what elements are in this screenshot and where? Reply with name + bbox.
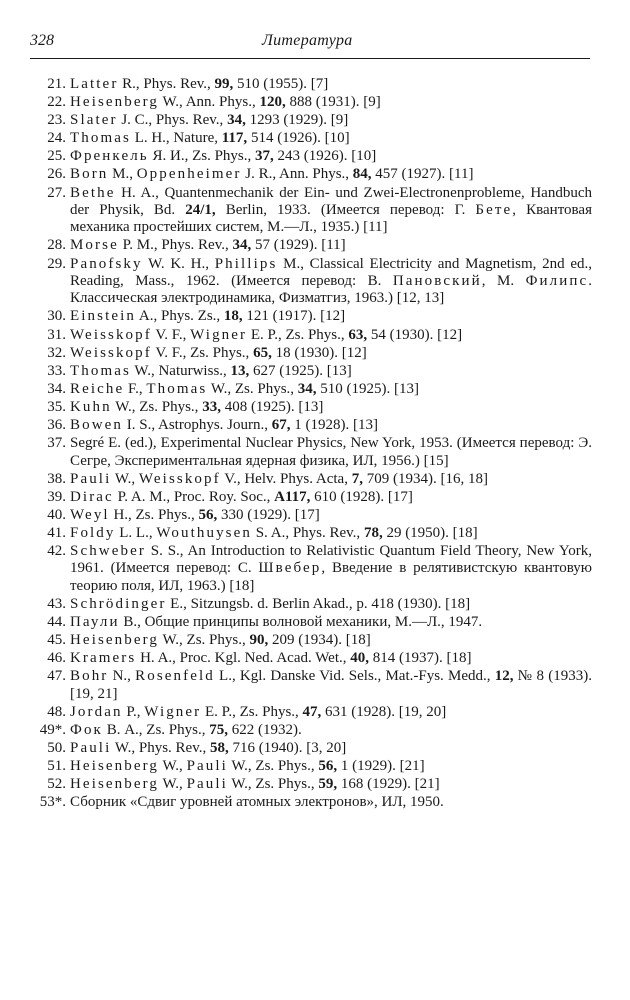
- reference-number: 40.: [47, 506, 66, 523]
- reference-item: [30, 417, 592, 434]
- reference-text: [66, 345, 592, 362]
- reference-text: [66, 722, 592, 739]
- reference-segment: W.,: [159, 776, 187, 793]
- reference-number: 39.: [47, 488, 66, 505]
- reference-segment: 627 (1925). [13]: [249, 362, 352, 379]
- author-name: Bohr: [70, 668, 109, 685]
- reference-segment: W., Zs. Phys.,: [111, 398, 203, 415]
- reference-text: [66, 185, 592, 237]
- reference-number: 50.: [47, 739, 66, 756]
- reference-item: [30, 399, 592, 416]
- reference-number: 49*.: [39, 721, 66, 738]
- reference-segment: W., Zs. Phys.,: [159, 632, 250, 649]
- page-number: 328: [30, 32, 54, 49]
- reference-number: 32.: [47, 344, 66, 361]
- reference-text: [66, 308, 592, 325]
- reference-number: 43.: [47, 595, 66, 612]
- reference-number: 38.: [47, 470, 66, 487]
- volume-number: 120,: [259, 94, 286, 111]
- reference-segment: 168 (1929). [21]: [337, 776, 440, 793]
- author-name: Foldy: [70, 524, 116, 541]
- reference-segment: , М.: [481, 272, 526, 289]
- reference-segment: W., Ann. Phys.,: [159, 94, 260, 111]
- volume-number: 99,: [214, 76, 234, 92]
- reference-segment: 29 (1950). [18]: [382, 524, 478, 541]
- reference-number: 47.: [47, 668, 66, 685]
- reference-number: 28.: [47, 237, 66, 254]
- reference-number: 25.: [47, 148, 66, 165]
- reference-item: [30, 112, 592, 129]
- author-name: Wigner: [144, 703, 202, 720]
- reference-number: 45.: [47, 632, 66, 649]
- reference-segment: 510 (1955). [7]: [233, 76, 329, 92]
- volume-number: 75,: [209, 721, 228, 738]
- reference-text: [66, 704, 592, 721]
- reference-item: [30, 614, 592, 631]
- author-name: Швебер: [258, 560, 322, 577]
- reference-segment: H. A., Quantenmechanik der Ein- und Zwei-Electronenprobleme, Handbuch der Physik, Bd.: [70, 184, 592, 218]
- reference-item: [30, 256, 592, 308]
- reference-segment: , Квантовая механика простейших систем, М.—Л., 1935.) [11]: [70, 201, 592, 236]
- reference-segment: W., Zs. Phys.,: [227, 776, 319, 793]
- author-name: Филипс: [525, 272, 589, 289]
- reference-segment: . Классическая электродинамика, Физматгиз, 1963.) [12, 13]: [70, 272, 592, 307]
- reference-number: 42.: [47, 543, 66, 559]
- reference-item: [30, 776, 592, 793]
- reference-item: [30, 704, 592, 721]
- reference-text: [66, 525, 592, 542]
- reference-item: [30, 308, 592, 325]
- reference-text: [66, 489, 592, 506]
- volume-number: 18,: [223, 308, 243, 325]
- reference-item: [30, 130, 592, 147]
- author-name: Pauli: [186, 758, 228, 775]
- reference-segment: W., Naturwiss.,: [130, 362, 231, 379]
- reference-item: [30, 543, 592, 595]
- reference-segment: W.,: [111, 470, 139, 487]
- author-name: Panofsky: [70, 255, 143, 272]
- reference-segment: P. M., Phys. Rev.,: [118, 237, 233, 254]
- reference-segment: 709 (1934). [16, 18]: [362, 470, 488, 487]
- reference-number: 35.: [47, 398, 66, 415]
- reference-segment: 457 (1927). [11]: [371, 166, 474, 183]
- volume-number: 34,: [227, 112, 246, 129]
- reference-segment: L., Kgl. Danske Vid. Sels., Mat.-Fys. Medd.,: [214, 668, 495, 685]
- reference-item: [30, 327, 592, 344]
- reference-text: [66, 327, 592, 344]
- reference-number: 48.: [47, 703, 66, 720]
- volume-number: 56,: [198, 506, 218, 523]
- reference-segment: J. C., Phys. Rev.,: [117, 112, 228, 129]
- author-name: Wouthuysen: [156, 524, 252, 541]
- reference-segment: S. S., An Introduction to Relativistic Quantum Field Theory, New York, 1961. (Имеется перевод: С.: [70, 543, 592, 577]
- author-name: Heisenberg: [70, 758, 160, 775]
- author-name: Morse: [70, 237, 119, 254]
- volume-number: 40,: [350, 650, 369, 667]
- reference-number: 24.: [47, 130, 66, 147]
- author-name: Heisenberg: [70, 776, 160, 793]
- reference-item: [30, 758, 592, 775]
- volume-number: 90,: [249, 632, 269, 649]
- reference-text: [66, 794, 592, 811]
- volume-number: 12,: [494, 668, 514, 685]
- author-name: Heisenberg: [70, 632, 160, 649]
- reference-text: [66, 399, 592, 416]
- reference-segment: P.,: [122, 703, 145, 720]
- reference-segment: 888 (1931). [9]: [285, 94, 381, 111]
- reference-number: 34.: [47, 380, 66, 397]
- reference-segment: W.,: [159, 758, 187, 775]
- reference-segment: H. A., Proc. Kgl. Ned. Acad. Wet.,: [136, 650, 351, 667]
- reference-text: [66, 507, 592, 524]
- volume-number: 7,: [351, 470, 363, 487]
- reference-segment: Segré E. (ed.), Experimental Nuclear Physics, New York, 1953. (Имеется перевод: Э. Сегре, Экспериментальная ядерная физика, ИЛ, 1956.) [15]: [70, 435, 592, 469]
- author-name: Wigner: [190, 326, 248, 343]
- reference-item: [30, 740, 592, 757]
- reference-segment: В. А., Zs. Phys.,: [102, 721, 210, 738]
- reference-segment: № 8 (1933). [19, 21]: [70, 668, 592, 702]
- volume-number: 24/1,: [185, 201, 216, 218]
- author-name: Heisenberg: [70, 94, 160, 111]
- author-name: Weisskopf: [138, 470, 221, 487]
- reference-segment: Сборник «Сдвиг уровней атомных электронов», ИЛ, 1950.: [70, 794, 444, 811]
- reference-segment: E. P., Zs. Phys.,: [201, 703, 303, 720]
- author-name: Dirac: [70, 488, 114, 505]
- reference-text: [66, 112, 592, 129]
- reference-item: [30, 650, 592, 667]
- author-name: Thomas: [70, 130, 131, 147]
- reference-segment: 18 (1930). [12]: [271, 344, 367, 361]
- reference-item: [30, 471, 592, 488]
- reference-item: [30, 489, 592, 506]
- author-name: Schweber: [70, 543, 146, 559]
- reference-segment: W. K. H.,: [142, 255, 215, 272]
- reference-text: [66, 650, 592, 667]
- author-name: Weisskopf: [70, 326, 152, 343]
- reference-segment: 330 (1929). [17]: [217, 506, 320, 523]
- author-name: Френкель: [70, 148, 149, 165]
- reference-segment: P. A. M., Proc. Roy. Soc.,: [113, 488, 275, 505]
- reference-item: [30, 76, 592, 93]
- reference-item: [30, 94, 592, 111]
- reference-segment: 121 (1917). [12]: [242, 308, 346, 325]
- reference-item: [30, 166, 592, 183]
- reference-segment: 57 (1929). [11]: [251, 237, 346, 254]
- reference-number: 23.: [47, 112, 66, 129]
- reference-segment: 54 (1930). [12]: [367, 326, 463, 343]
- reference-segment: 408 (1925). [13]: [220, 398, 324, 415]
- reference-number: 51.: [47, 758, 66, 775]
- author-name: Kramers: [70, 650, 137, 667]
- reference-text: [66, 471, 592, 488]
- author-name: Паули: [70, 614, 120, 630]
- reference-segment: В., Общие принципы волновой механики, М.—Л., 1947.: [119, 614, 483, 630]
- reference-item: [30, 237, 592, 254]
- reference-segment: W., Zs. Phys.,: [227, 758, 319, 775]
- reference-segment: M., Classical Electricity and Magnetism, 2nd ed., Reading, Mass., 1962. (Имеется перевод: В.: [70, 255, 592, 289]
- reference-text: [66, 417, 592, 434]
- reference-text: [66, 363, 592, 380]
- reference-number: 30.: [47, 308, 66, 325]
- volume-number: 13,: [230, 362, 250, 379]
- reference-segment: 610 (1928). [17]: [310, 488, 413, 505]
- reference-segment: J. R., Ann. Phys.,: [241, 166, 353, 183]
- author-name: Weisskopf: [70, 344, 152, 361]
- reference-segment: N.,: [108, 668, 136, 685]
- reference-text: [66, 148, 592, 165]
- volume-number: 37,: [255, 148, 274, 165]
- reference-text: [66, 614, 592, 631]
- reference-segment: I. S., Astrophys. Journ.,: [123, 417, 272, 434]
- volume-number: A117,: [274, 488, 311, 505]
- reference-number: 44.: [47, 614, 66, 630]
- author-name: Pauli: [70, 739, 112, 756]
- reference-number: 29.: [47, 255, 66, 272]
- reference-segment: A., Phys. Zs.,: [135, 308, 224, 325]
- reference-segment: 1293 (1929). [9]: [245, 112, 349, 129]
- author-name: Latter: [70, 76, 119, 92]
- volume-number: 47,: [302, 703, 322, 720]
- author-name: Pauli: [70, 470, 112, 487]
- author-name: Bowen: [70, 417, 123, 434]
- reference-text: [66, 237, 592, 254]
- reference-segment: 209 (1934). [18]: [268, 632, 371, 649]
- reference-segment: 622 (1932).: [227, 721, 302, 738]
- reference-item: [30, 596, 592, 613]
- author-name: Weyl: [70, 506, 110, 523]
- page-header: [30, 32, 590, 59]
- author-name: Slater: [70, 112, 118, 129]
- author-name: Kuhn: [70, 398, 112, 415]
- reference-segment: 1 (1928). [13]: [290, 417, 378, 434]
- author-name: Phillips: [214, 255, 278, 272]
- author-name: Bethe: [70, 184, 116, 201]
- reference-text: [66, 166, 592, 183]
- reference-item: [30, 435, 592, 470]
- reference-item: [30, 668, 592, 703]
- reference-list: [30, 76, 592, 812]
- reference-item: [30, 185, 592, 237]
- reference-text: [66, 76, 592, 93]
- volume-number: 84,: [352, 166, 372, 183]
- reference-number: 33.: [47, 362, 66, 379]
- volume-number: 78,: [363, 524, 383, 541]
- reference-segment: H., Zs. Phys.,: [109, 506, 199, 523]
- volume-number: 33,: [202, 398, 221, 415]
- reference-item: [30, 148, 592, 165]
- reference-segment: L. H., Nature,: [130, 130, 222, 147]
- reference-segment: V. F.,: [151, 326, 191, 343]
- reference-segment: S. A., Phys. Rev.,: [251, 524, 364, 541]
- reference-item: [30, 525, 592, 542]
- author-name: Einstein: [70, 308, 136, 325]
- reference-segment: 814 (1937). [18]: [369, 650, 472, 667]
- author-name: Thomas: [146, 380, 208, 397]
- author-name: Пановский: [392, 272, 482, 289]
- reference-text: [66, 94, 592, 111]
- reference-segment: F.,: [124, 380, 147, 397]
- volume-number: 56,: [318, 758, 338, 775]
- author-name: Schrödinger: [70, 595, 167, 612]
- author-name: Фок: [70, 721, 103, 738]
- reference-segment: L. L.,: [115, 524, 157, 541]
- reference-item: [30, 507, 592, 524]
- reference-text: [66, 740, 592, 757]
- reference-segment: , Введение в релятивистскую квантовую теорию поля, ИЛ, 1963.) [18]: [70, 560, 592, 594]
- author-name: Born: [70, 166, 109, 183]
- reference-number: 22.: [47, 94, 66, 111]
- volume-number: 34,: [232, 237, 252, 254]
- volume-number: 65,: [253, 344, 272, 361]
- reference-segment: 514 (1926). [10]: [247, 130, 350, 147]
- author-name: Pauli: [186, 776, 228, 793]
- author-name: Thomas: [70, 362, 131, 379]
- reference-text: [66, 758, 592, 775]
- reference-segment: W., Phys. Rev.,: [111, 739, 210, 756]
- reference-text: [66, 381, 592, 398]
- reference-item: [30, 381, 592, 398]
- reference-segment: 631 (1928). [19, 20]: [321, 703, 447, 720]
- volume-number: 58,: [209, 739, 229, 756]
- reference-text: [66, 256, 592, 308]
- author-name: Rosenfeld: [135, 668, 215, 685]
- reference-item: [30, 345, 592, 362]
- volume-number: 63,: [348, 326, 368, 343]
- reference-segment: W., Zs. Phys.,: [207, 380, 298, 397]
- reference-segment: Berlin, 1933. (Имеется перевод: Г.: [215, 201, 476, 218]
- reference-segment: 716 (1940). [3, 20]: [228, 739, 347, 756]
- reference-segment: V. F., Zs. Phys.,: [151, 344, 254, 361]
- reference-number: 26.: [47, 166, 66, 183]
- reference-number: 41.: [47, 524, 66, 541]
- reference-item: [30, 632, 592, 649]
- reference-segment: 1 (1929). [21]: [337, 758, 425, 775]
- running-title: Литература: [262, 32, 353, 49]
- reference-item: [30, 794, 592, 811]
- reference-number: 21.: [47, 76, 66, 92]
- reference-text: [66, 776, 592, 793]
- reference-text: [66, 543, 592, 595]
- reference-number: 37.: [47, 435, 66, 452]
- reference-number: 27.: [47, 184, 66, 201]
- reference-text: [66, 435, 592, 470]
- reference-segment: Я. И., Zs. Phys.,: [148, 148, 256, 165]
- reference-segment: 510 (1925). [13]: [316, 380, 420, 397]
- reference-number: 31.: [47, 326, 66, 343]
- reference-segment: E., Sitzungsb. d. Berlin Akad., p. 418 (1930). [18]: [166, 595, 471, 612]
- reference-text: [66, 130, 592, 147]
- reference-segment: R., Phys. Rev.,: [118, 76, 215, 92]
- volume-number: 34,: [297, 380, 317, 397]
- author-name: Jordan: [70, 703, 123, 720]
- author-name: Бете: [475, 201, 513, 218]
- reference-number: 53*.: [39, 794, 66, 811]
- reference-text: [66, 596, 592, 613]
- reference-segment: 243 (1926). [10]: [273, 148, 377, 165]
- volume-number: 67,: [271, 417, 291, 434]
- reference-segment: E. P., Zs. Phys.,: [247, 326, 349, 343]
- volume-number: 59,: [318, 776, 338, 793]
- volume-number: 117,: [221, 130, 248, 147]
- reference-item: [30, 722, 592, 739]
- reference-number: 36.: [47, 417, 66, 434]
- reference-number: 46.: [47, 650, 66, 667]
- reference-segment: V., Helv. Phys. Acta,: [220, 470, 352, 487]
- reference-text: [66, 668, 592, 703]
- reference-segment: M.,: [108, 166, 137, 183]
- author-name: Oppenheimer: [136, 166, 242, 183]
- reference-text: [66, 632, 592, 649]
- reference-item: [30, 363, 592, 380]
- reference-number: 52.: [47, 776, 66, 793]
- author-name: Reiche: [70, 380, 125, 397]
